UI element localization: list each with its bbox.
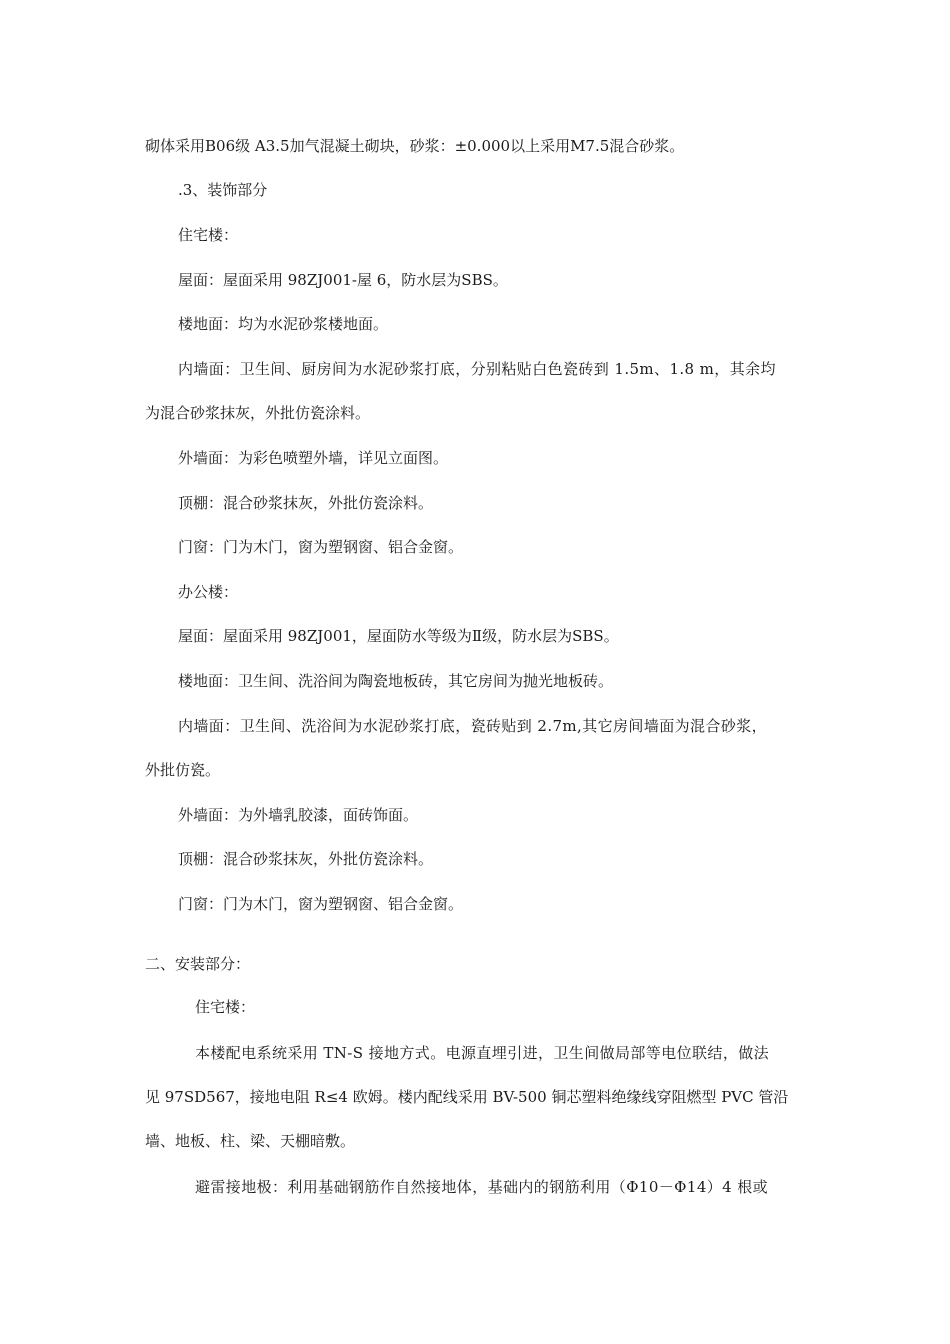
residential-interior-wall-line-1: 内墙面：卫生间、厨房间为水泥砂浆打底，分别粘贴白色瓷砖到 1.5m、1.8 m，其余均 bbox=[178, 360, 776, 378]
residential-interior-wall-line-2: 为混合砂浆抹灰，外批仿瓷涂料。 bbox=[145, 404, 371, 422]
office-exterior-wall: 外墙面：为外墙乳胶漆，面砖饰面。 bbox=[178, 806, 419, 824]
residential-exterior-wall: 外墙面：为彩色喷塑外墙，详见立面图。 bbox=[178, 449, 449, 467]
lightning-grounding-line-1: 避雷接地极：利用基础钢筋作自然接地体，基础内的钢筋利用（Φ10－Φ14）4 根或 bbox=[195, 1178, 769, 1196]
electrical-paragraph-line-3: 墙、地板、柱、梁、天棚暗敷。 bbox=[145, 1132, 356, 1150]
electrical-paragraph-line-2: 见 97SD567，接地电阻 R≤4 欧姆。楼内配线采用 BV-500 铜芯塑料绝缘线穿阻燃型 PVC 管沿 bbox=[145, 1088, 789, 1106]
section-heading-decoration: .3、装饰部分 bbox=[178, 181, 268, 199]
installation-subheading-residential: 住宅楼： bbox=[195, 998, 256, 1016]
residential-floor: 楼地面：均为水泥砂浆楼地面。 bbox=[178, 315, 389, 333]
residential-roof: 屋面：屋面采用 98ZJ001-屋 6，防水层为SBS。 bbox=[178, 271, 508, 289]
office-roof: 屋面：屋面采用 98ZJ001，屋面防水等级为Ⅱ级，防水层为SBS。 bbox=[178, 627, 619, 645]
residential-ceiling: 顶棚：混合砂浆抹灰，外批仿瓷涂料。 bbox=[178, 494, 434, 512]
office-interior-wall-line-2: 外批仿瓷。 bbox=[145, 761, 221, 779]
office-doors-windows: 门窗：门为木门，窗为塑钢窗、铝合金窗。 bbox=[178, 895, 464, 913]
section-heading-installation: 二、安装部分： bbox=[145, 955, 251, 973]
electrical-paragraph-line-1: 本楼配电系统采用 TN-S 接地方式。电源直埋引进，卫生间做局部等电位联结，做法 bbox=[195, 1044, 770, 1062]
office-interior-wall-line-1: 内墙面：卫生间、洗浴间为水泥砂浆打底，瓷砖贴到 2.7m,其它房间墙面为混合砂浆， bbox=[178, 717, 768, 735]
subheading-residential: 住宅楼： bbox=[178, 226, 239, 244]
office-floor: 楼地面：卫生间、洗浴间为陶瓷地板砖，其它房间为抛光地板砖。 bbox=[178, 672, 614, 690]
subheading-office: 办公楼： bbox=[178, 583, 239, 601]
residential-doors-windows: 门窗：门为木门，窗为塑钢窗、铝合金窗。 bbox=[178, 538, 464, 556]
masonry-paragraph: 砌体采用B06级 A3.5加气混凝土砌块，砂浆：±0.000以上采用M7.5混合砂浆。 bbox=[145, 137, 685, 155]
office-ceiling: 顶棚：混合砂浆抹灰，外批仿瓷涂料。 bbox=[178, 850, 434, 868]
